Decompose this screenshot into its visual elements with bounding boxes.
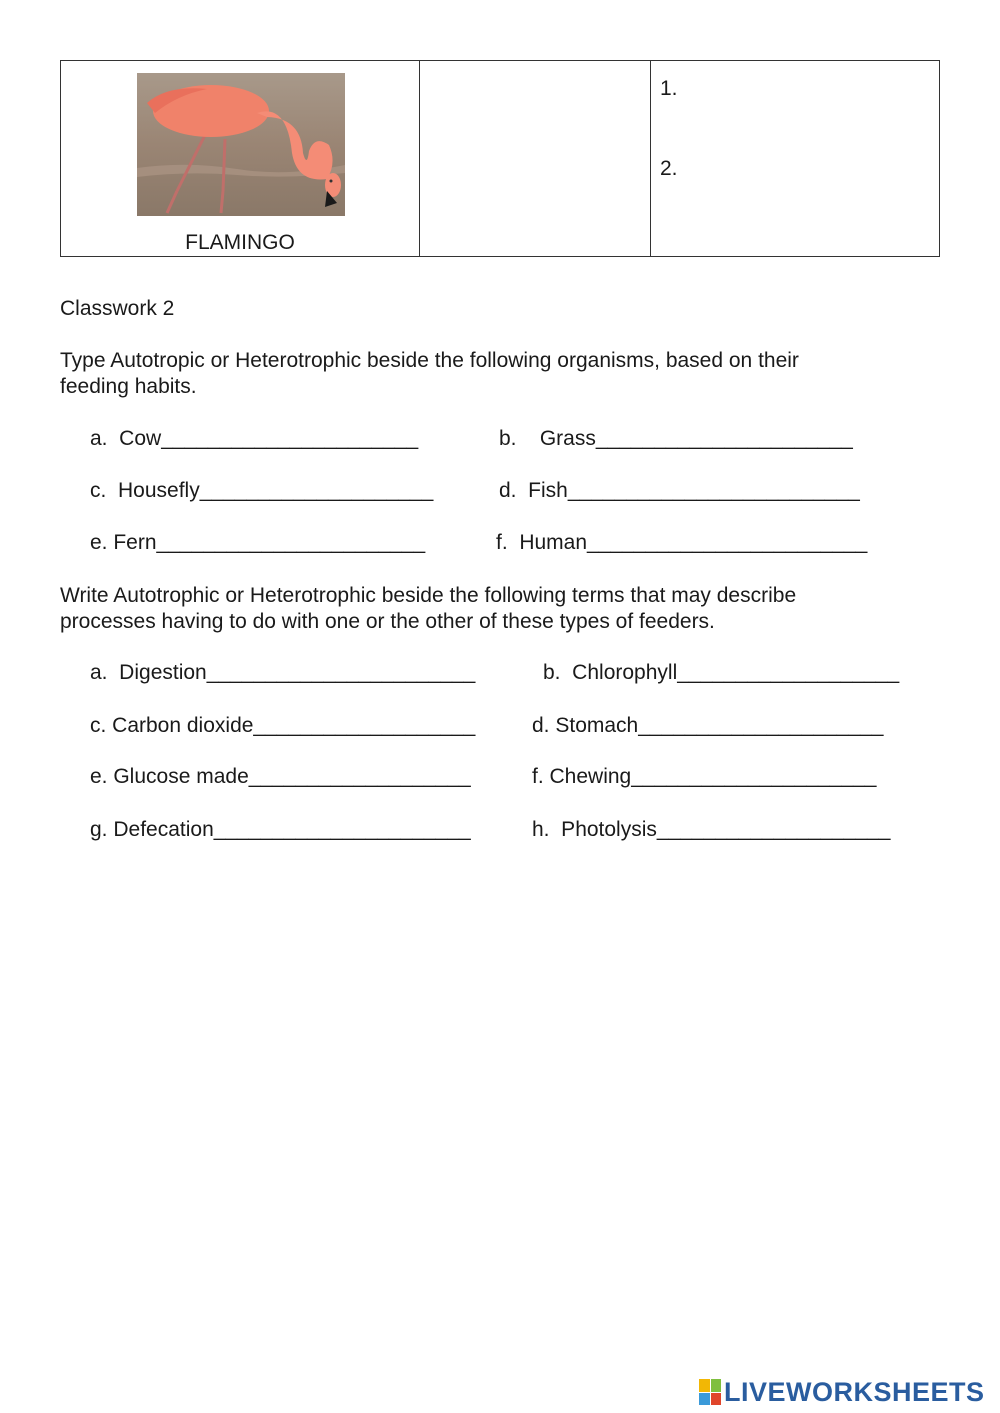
blank-answer-cell[interactable] [420,61,651,257]
organism-item[interactable]: b. Grass______________________ [499,427,853,450]
logo-mark-icon [699,1379,721,1405]
term-item[interactable]: d. Stomach_____________________ [532,714,884,737]
term-item[interactable]: b. Chlorophyll___________________ [543,661,900,684]
organism-item[interactable]: d. Fish_________________________ [499,479,860,502]
image-cell [61,61,420,257]
instruction-2 [60,583,796,635]
logo-wordmark: LIVEWORKSHEETS [724,1376,985,1407]
organism-item[interactable]: e. Fern_______________________ [90,531,426,554]
image-caption: FLAMINGO [185,231,295,254]
instruction-line: Write Autotrophic or Heterotrophic beside the following terms that may describe [60,584,797,607]
term-item[interactable]: h. Photolysis____________________ [532,818,891,841]
instruction-line: Type Autotropic or Heterotrophic beside the following organisms, based on their [60,349,799,372]
term-item[interactable]: e. Glucose made___________________ [90,765,471,788]
organism-item[interactable]: a. Cow______________________ [90,427,419,450]
numbered-answer-cell[interactable] [651,61,940,257]
organism-item[interactable]: f. Human________________________ [496,531,868,554]
instruction-1 [60,348,799,400]
worksheet-table [60,60,940,257]
term-item[interactable]: c. Carbon dioxide___________________ [90,714,476,737]
answer-number: 2. [660,157,678,180]
term-item[interactable]: f. Chewing_____________________ [532,765,877,788]
organism-item[interactable]: c. Housefly____________________ [90,479,434,502]
flamingo-photo [137,73,345,216]
term-item[interactable]: g. Defecation______________________ [90,818,471,841]
liveworksheets-logo [699,1377,985,1407]
answer-number: 1. [660,77,678,100]
instruction-line: feeding habits. [60,375,197,398]
term-item[interactable]: a. Digestion_______________________ [90,661,476,684]
section-title: Classwork 2 [60,297,175,320]
instruction-line: processes having to do with one or the other of these types of feeders. [60,610,715,633]
